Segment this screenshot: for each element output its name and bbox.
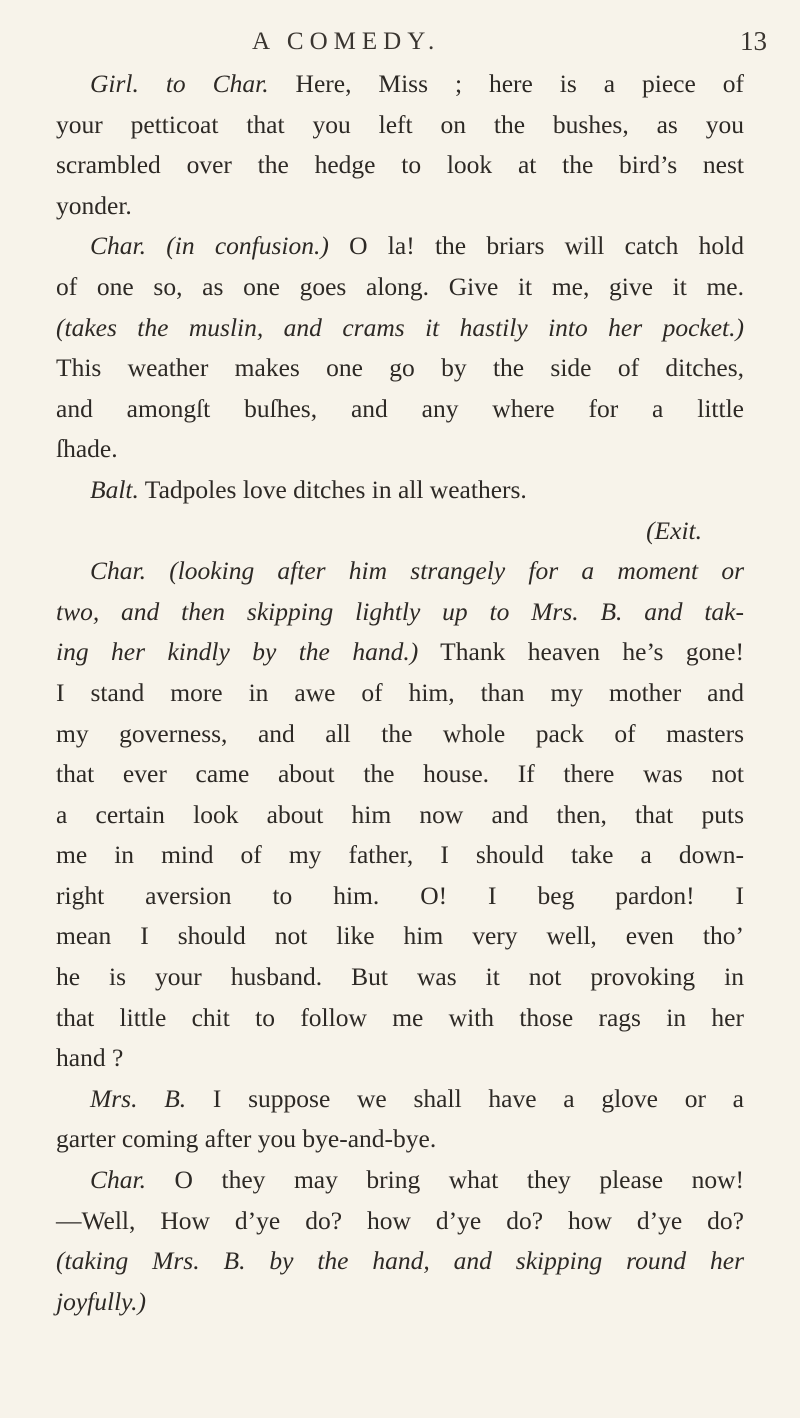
text-line <box>56 632 744 673</box>
play-text <box>56 64 744 1322</box>
stage-direction: two, and then skipping lightly up to Mrs. B. and tak- <box>56 596 744 626</box>
line-text: mean I should not like him very well, even tho’ <box>56 921 744 951</box>
line-text: and amongſt buſhes, and any where for a little <box>56 393 744 423</box>
line-text: yonder. <box>56 190 132 220</box>
line-text: that ever came about the house. If there was not <box>56 759 744 789</box>
text-line <box>56 1201 744 1242</box>
stage-direction: (in confusion.) <box>145 231 329 261</box>
page-number: 13 <box>740 26 767 56</box>
stage-direction: (Exit. <box>646 515 702 545</box>
stage-direction: (looking after him strangely for a moment or <box>145 556 744 586</box>
line-text: he is your husband. But was it not provoking in <box>56 962 744 992</box>
text-line <box>56 551 744 592</box>
line-text: garter coming after you bye-and-bye. <box>56 1124 437 1154</box>
line-text: This weather makes one go by the side of ditches, <box>56 353 744 383</box>
speaker-name: Girl. to Char. <box>90 69 269 98</box>
text-line <box>56 1241 744 1282</box>
text-line <box>56 1038 744 1079</box>
text-line <box>56 795 744 836</box>
line-text: O they may bring what they please now! <box>145 1165 744 1195</box>
speaker-name: Mrs. B. <box>90 1083 187 1113</box>
running-title: A COMEDY. <box>252 28 441 55</box>
speaker-name: Char. <box>90 556 146 586</box>
line-text: ſhade. <box>56 434 118 464</box>
text-line <box>56 1119 744 1160</box>
text-line <box>56 916 744 957</box>
line-text: hand ? <box>56 1043 124 1073</box>
line-text: Thank heaven he’s gone! <box>418 637 744 667</box>
text-line <box>56 64 744 105</box>
line-text: me in mind of my father, I should take a down- <box>56 840 744 870</box>
stage-direction: ing her kindly by the hand.) <box>56 637 419 667</box>
text-line <box>56 835 744 876</box>
line-text: Tadpoles love ditches in all weathers. <box>138 474 527 504</box>
line-text: right aversion to him. O! I beg pardon! I <box>56 880 744 910</box>
text-line <box>56 145 744 186</box>
text-line <box>56 308 744 349</box>
text-line <box>56 1282 744 1323</box>
text-line <box>56 876 744 917</box>
speaker-name: Char. <box>90 1165 146 1195</box>
text-line <box>56 754 744 795</box>
page-header <box>0 26 800 66</box>
stage-direction: (takes the muslin, and crams it hastily into her pocket.) <box>56 312 744 342</box>
speaker-name: Char. <box>90 231 146 261</box>
line-text: I suppose we shall have a glove or a <box>186 1083 744 1113</box>
text-line <box>56 511 744 552</box>
stage-direction: (taking Mrs. B. by the hand, and skipping round her <box>56 1246 744 1276</box>
text-line <box>56 673 744 714</box>
line-text: my governess, and all the whole pack of masters <box>56 718 744 748</box>
text-line <box>56 348 744 389</box>
text-line <box>56 592 744 633</box>
text-line <box>56 470 744 511</box>
speaker-name: Balt. <box>90 474 139 504</box>
line-text: Here, Miss ; here is a piece of <box>268 69 744 98</box>
line-text: —Well, How d’ye do? how d’ye do? how d’ye do? <box>56 1205 744 1235</box>
text-line <box>56 957 744 998</box>
line-text: O la! the briars will catch hold <box>328 231 744 261</box>
text-line <box>56 389 744 430</box>
text-line <box>56 1079 744 1120</box>
line-text: that little chit to follow me with those rags in her <box>56 1002 744 1032</box>
text-line <box>56 267 744 308</box>
text-line <box>56 429 744 470</box>
text-line <box>56 1160 744 1201</box>
text-line <box>56 714 744 755</box>
line-text: scrambled over the hedge to look at the bird’s nest <box>56 150 744 180</box>
text-line <box>56 186 744 227</box>
text-line <box>56 998 744 1039</box>
line-text: I stand more in awe of him, than my mother and <box>56 677 744 707</box>
line-text: of one so, as one goes along. Give it me, give it me. <box>56 271 744 301</box>
stage-direction: joyfully.) <box>56 1286 146 1316</box>
line-text: a certain look about him now and then, that puts <box>56 799 744 829</box>
line-text: your petticoat that you left on the bushes, as you <box>56 109 744 139</box>
text-line <box>56 226 744 267</box>
text-line <box>56 105 744 146</box>
